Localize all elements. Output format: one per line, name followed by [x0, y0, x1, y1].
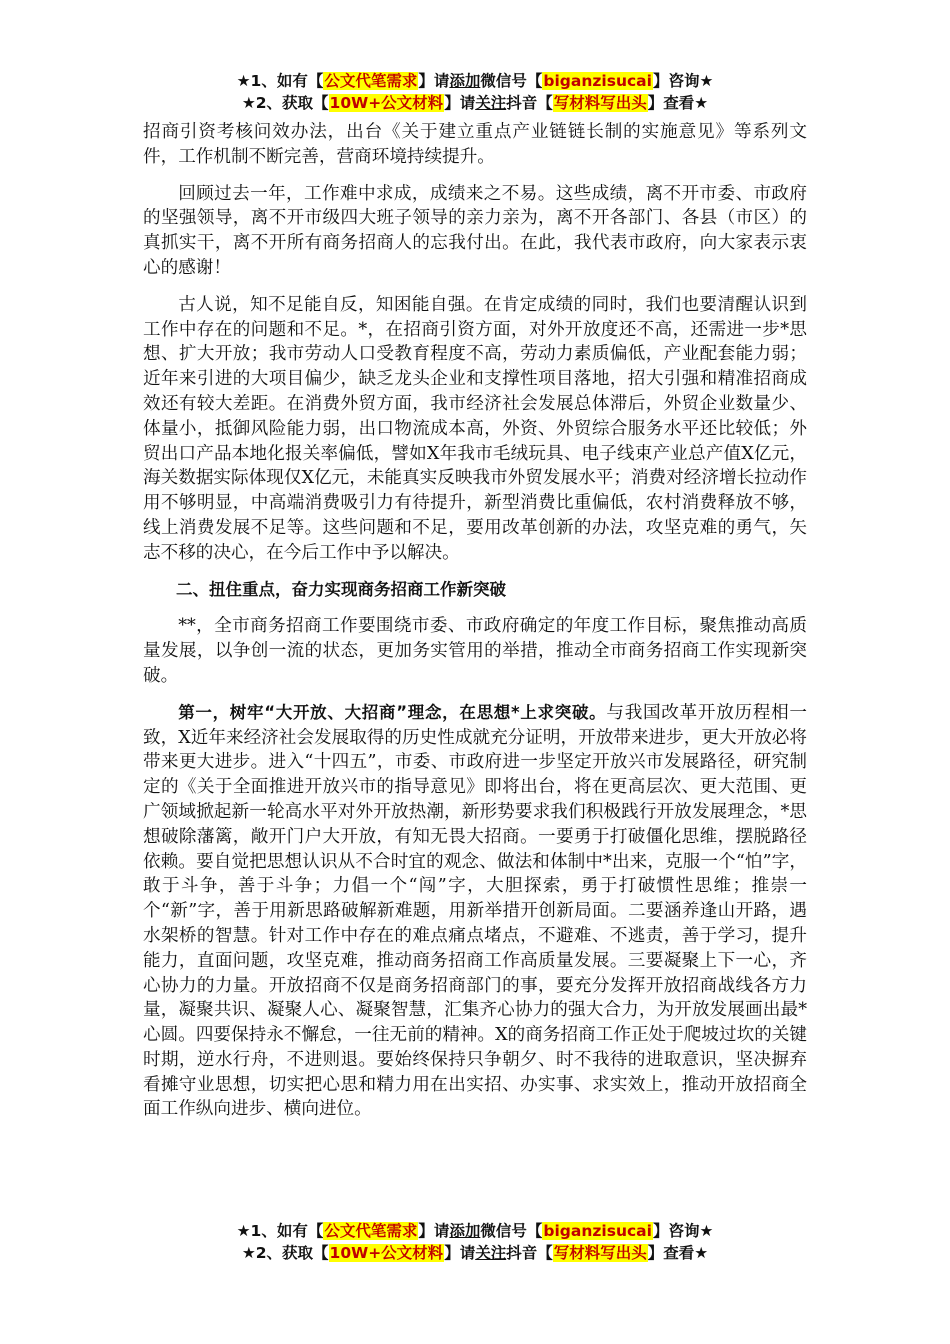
- banner-text: 微信号【: [480, 1222, 543, 1240]
- banner-highlight: 10W+公文材料: [329, 94, 444, 112]
- paragraph-text: 与我国改革开放历程相一致，X近年来经济社会发展取得的历史性成就充分证明，开放带来进步，更大开放必将带来更大进步。进入“十四五”，市委、市政府进一步坚定开放兴市发展路径，研究制定的《关于全面推进开放兴市的指导意见》即将出台，将在更高层次、更大范围、更广领域掀起新一轮高水平对外开放热潮，新形势要求我们积极践行开放发展理念，*思想破除藩篱，敞开门户大开放，有知无畏大招商。一要勇于打破僵化思维，摆脱路径依赖。要自觉把思想认识从不合时宜的观念、做法和体制中*出来，克服一个“怕”字，敢于斗争，善于斗争；力倡一个“闯”字，大胆探索，勇于打破惯性思维；推崇一个“新”字，善于用新思路破解新难题，用新举措开创新局面。二要涵养逢山开路，遇水架桥的智慧。针对工作中存在的难点痛点堵点，不避难、不逃责，善于学习，提升能力，直面问题，攻坚克难，推动商务招商工作高质量发展。三要凝聚上下一心，齐心协力的力量。开放招商不仅是商务招商部门的事，要充分发挥开放招商战线各方力量，凝聚共识、凝聚人心、凝聚智慧，汇集齐心协力的强大合力，为开放发展画出最*心圆。四要保持永不懈怠，一往无前的精神。X的商务招商工作正处于爬坡过坎的关键时期，逆水行舟，不进则退。要始终保持只争朝夕、时不我待的进取意识，坚决摒弃看摊守业思想，切实把心思和精力用在出实招、办实事、求实效上，推动开放招商全面工作纵向进步、横向进位。: [143, 702, 807, 1120]
- banner-highlight: 写材料写出头: [553, 1244, 647, 1262]
- banner-text: ★2、获取【: [241, 1244, 329, 1262]
- banner-text: ★1、如有【: [236, 72, 324, 90]
- banner-text: 抖音【: [506, 94, 553, 112]
- bottom-banner: [0, 1220, 950, 1264]
- banner-underline: 添加: [449, 1222, 481, 1240]
- banner-text: 抖音【: [506, 1244, 553, 1262]
- banner-line-1: [0, 70, 950, 92]
- banner-underline: 关注: [475, 94, 507, 112]
- banner-highlight: biganzisucai: [543, 72, 652, 90]
- banner-text: ★2、获取【: [241, 94, 329, 112]
- banner-text: ★1、如有【: [236, 1222, 324, 1240]
- document-body: [143, 120, 807, 1134]
- banner-text: 】查看★: [647, 94, 709, 112]
- banner-text: 】请: [418, 72, 450, 90]
- paragraph: 回顾过去一年，工作难中求成，成绩来之不易。这些成绩，离不开市委、市政府的坚强领导，离不开市级四大班子领导的亲力亲为，离不开各部门、各县（市区）的真抓实干，离不开所有商务招商人的忘我付出。在此，我代表市政府，向大家表示衷心的感谢！: [143, 183, 807, 278]
- banner-highlight: 10W+公文材料: [329, 1244, 444, 1262]
- banner-text: 】请: [444, 1244, 476, 1262]
- banner-text: 微信号【: [480, 72, 543, 90]
- banner-text: 】请: [444, 94, 476, 112]
- banner-underline: 添加: [449, 72, 481, 90]
- banner-line-2: [0, 92, 950, 114]
- paragraph: 古人说，知不足能自反，知困能自强。在肯定成绩的同时，我们也要清醒认识到工作中存在的问题和不足。*，在招商引资方面，对外开放度还不高，还需进一步*思想、扩大开放；我市劳动人口受教育程度不高，劳动力素质偏低，产业配套能力弱；近年来引进的大项目偏少，缺乏龙头企业和支撑性项目落地，招大引强和精准招商成效还有较大差距。在消费外贸方面，我市经济社会发展总体滞后，外贸企业数量少、体量小，抵御风险能力弱，出口物流成本高，外资、外贸综合服务水平还比较低；外贸出口产品本地化报关率偏低，譬如X年我市毛绒玩具、电子线束产业总产值X亿元，海关数据实际体现仅X亿元，未能真实反映我市外贸发展水平；消费对经济增长拉动作用不够明显，中高端消费吸引力有待提升，新型消费比重偏低，农村消费释放不够，线上消费发展不足等。这些问题和不足，要用改革创新的办法，攻坚克难的勇气，矢志不移的决心，在今后工作中予以解决。: [143, 294, 807, 563]
- banner-highlight: 写材料写出头: [553, 94, 647, 112]
- top-banner: [0, 70, 950, 114]
- banner-text: 】咨询★: [652, 72, 714, 90]
- banner-text: 】查看★: [647, 1244, 709, 1262]
- banner-text: 】请: [418, 1222, 450, 1240]
- banner-highlight: biganzisucai: [543, 1222, 652, 1240]
- section-heading: 二、扭住重点，奋力实现商务招商工作新突破: [176, 579, 506, 599]
- paragraph: **，全市商务招商工作要围绕市委、市政府确定的年度工作目标，聚焦推动高质量发展，以争创一流的状态，更加务实管用的举措，推动全市商务招商工作实现新突破。: [143, 616, 807, 686]
- paragraph-lead: 第一，树牢“大开放、大招商”理念，在思想*上求突破。: [178, 702, 607, 722]
- paragraph: [143, 701, 807, 1123]
- banner-underline: 关注: [475, 1244, 507, 1262]
- paragraph: 招商引资考核问效办法，出台《关于建立重点产业链链长制的实施意见》等系列文件，工作机制不断完善，营商环境持续提升。: [143, 122, 807, 167]
- banner-line-2: [0, 1242, 950, 1264]
- banner-text: 】咨询★: [652, 1222, 714, 1240]
- banner-highlight: 公文代笔需求: [324, 72, 418, 90]
- banner-highlight: 公文代笔需求: [324, 1222, 418, 1240]
- banner-line-1: [0, 1220, 950, 1242]
